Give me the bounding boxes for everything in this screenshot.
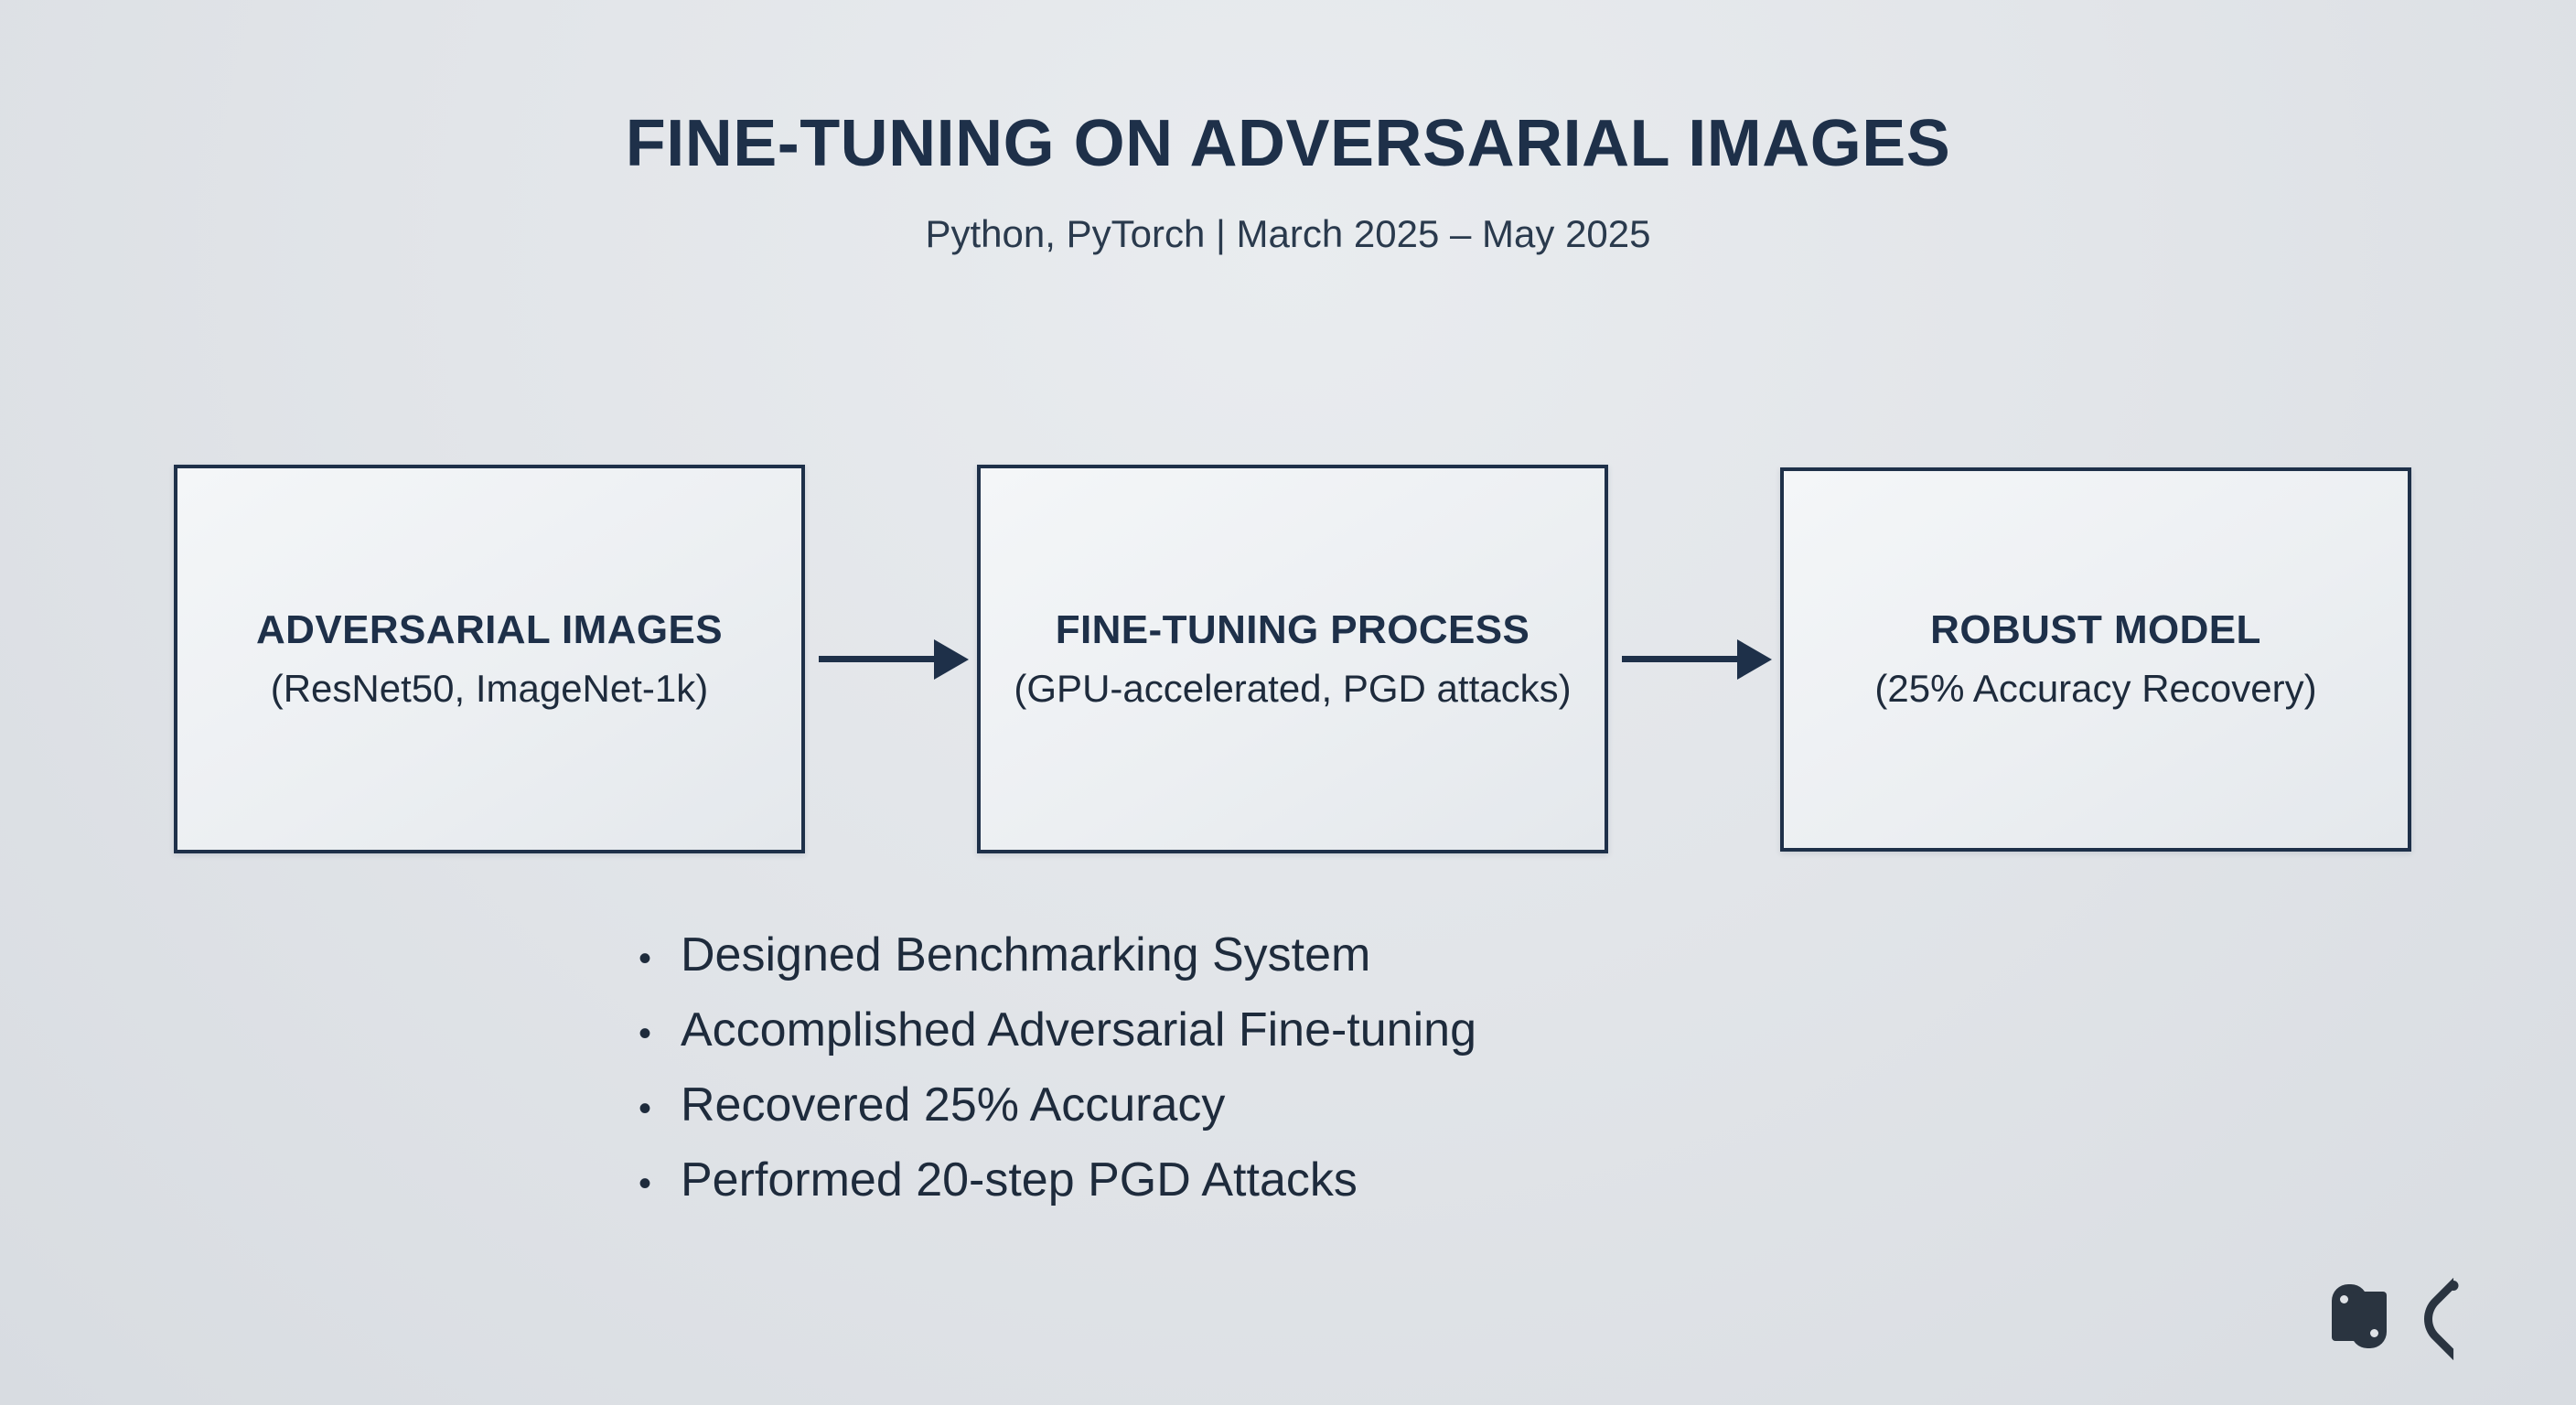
page-subtitle: Python, PyTorch | March 2025 – May 2025 [925, 211, 1651, 255]
arrow-shaft [819, 656, 936, 662]
list-item-label: Accomplished Adversarial Fine-tuning [681, 1003, 1476, 1056]
flow-node-robust-model [1780, 467, 2411, 852]
tech-logos [2324, 1279, 2488, 1352]
python-logo-icon [2324, 1281, 2395, 1352]
flow-arrow-icon-1 [805, 641, 977, 678]
arrow-head [1737, 639, 1772, 680]
flow-node-title: ADVERSARIAL IMAGES [256, 606, 723, 652]
list-item [639, 1078, 1937, 1132]
flow-node-fine-tuning-process [977, 465, 1608, 853]
achievements-list [0, 928, 2576, 1231]
flow-node-subtitle: (25% Accuracy Recovery) [1874, 666, 2317, 710]
python-logo-eye-top [2340, 1295, 2348, 1303]
process-flow-diagram [174, 465, 2411, 853]
list-item [639, 928, 1937, 981]
python-logo-bottom-half [2351, 1292, 2387, 1348]
slide-header [0, 107, 2576, 256]
list-item [639, 1153, 1937, 1207]
flow-node-subtitle: (GPU-accelerated, PGD attacks) [1014, 666, 1572, 710]
flow-node-title: FINE-TUNING PROCESS [1055, 606, 1530, 652]
arrow-head [934, 639, 969, 680]
bullet-marker-icon: • [639, 1014, 652, 1054]
bullet-marker-icon: • [639, 1164, 652, 1204]
flow-node-adversarial-images [174, 465, 805, 853]
list-item [639, 1003, 1937, 1056]
python-logo-eye-bottom [2370, 1329, 2378, 1337]
flow-arrow-icon-2 [1608, 641, 1780, 678]
arrow-shaft [1622, 656, 1739, 662]
flow-node-title: ROBUST MODEL [1930, 606, 2261, 652]
flow-node-subtitle: (ResNet50, ImageNet-1k) [270, 666, 709, 710]
list-item-label: Recovered 25% Accuracy [681, 1078, 1226, 1132]
list-item-label: Performed 20-step PGD Attacks [681, 1153, 1358, 1207]
pytorch-logo-icon [2419, 1279, 2488, 1352]
bullet-marker-icon: • [639, 938, 652, 979]
pytorch-flame-tip [2449, 1281, 2459, 1291]
page-title: FINE-TUNING ON ADVERSARIAL IMAGES [625, 107, 1951, 180]
bullet-marker-icon: • [639, 1089, 652, 1129]
list-item-label: Designed Benchmarking System [681, 928, 1371, 981]
